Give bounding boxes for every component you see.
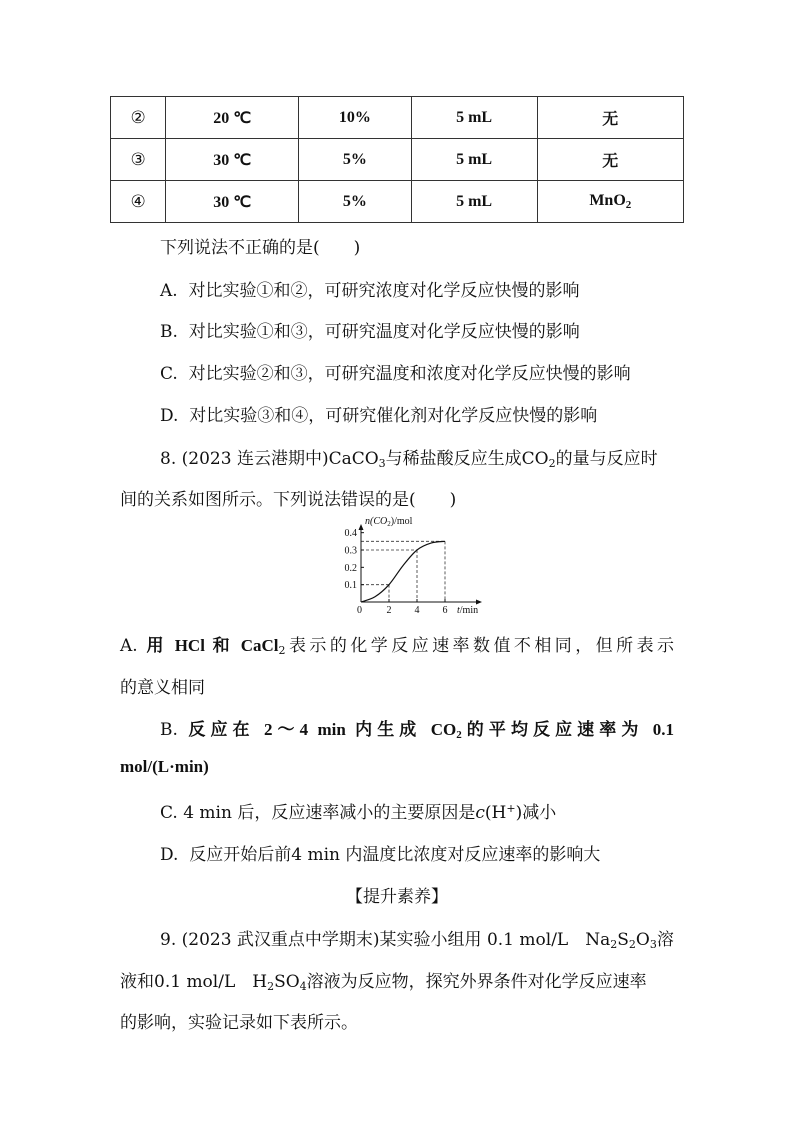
q8-option-c-paren: (H: [484, 803, 507, 823]
q8-stem-line1: [160, 444, 658, 470]
q8-option-a-line2: 的意义相同: [120, 678, 205, 698]
chart-y-label: $n(CO_2)$/mol: [365, 516, 413, 528]
q7-option-c-text: 对比实验②和③，可研究温度和浓度对化学反应快慢的影响: [188, 364, 631, 384]
q8-option-a-sub: 2: [278, 644, 286, 657]
q9-line1: [160, 925, 674, 951]
table-cell-text: ③: [130, 149, 146, 169]
q9-line1-s: S: [617, 930, 629, 950]
q7-option-b-text: 对比实验①和③，可研究温度对化学反应快慢的影响: [188, 322, 580, 342]
q8-option-a-part2: 表示的化学反应速率数值不相同，但所表示: [285, 636, 675, 656]
q7-option-b: [160, 317, 580, 342]
q8-option-b-part1: 反应在 2～4 min 内生成 CO: [188, 720, 457, 739]
table-cell-text: ②: [130, 107, 146, 127]
q8-co2-sub: 2: [548, 457, 556, 470]
q7-option-c: [160, 359, 631, 384]
y-tick-label: 0.2: [344, 562, 357, 574]
q8-option-c-part2: )减小: [515, 803, 557, 823]
chart-guides: [361, 541, 445, 602]
q8-option-a-part1: 用 HCl 和 CaCl: [146, 636, 279, 655]
q8-option-b-letter: B.: [160, 720, 178, 740]
table-cell-text: 5%: [342, 150, 367, 168]
q8-option-b-line1: [160, 715, 674, 741]
q7-option-d-letter: D.: [160, 406, 179, 426]
q8-number: 8.: [160, 449, 177, 469]
table-row: [111, 97, 684, 139]
q9-line1-o: O: [635, 930, 650, 950]
q7-option-a-letter: A.: [160, 281, 178, 301]
q7-stem: 下列说法不正确的是( ): [160, 238, 361, 258]
q9-line2-so: SO: [274, 972, 300, 992]
table-cell: [166, 139, 299, 181]
table-cell: [537, 181, 683, 223]
table-cell: [111, 181, 166, 223]
q7-option-c-letter: C.: [160, 364, 178, 384]
q9-sub2: 2: [628, 938, 636, 951]
table-row: [111, 181, 684, 223]
q8-stem-end: 的量与反应时: [555, 449, 658, 469]
q9-sub1: 2: [610, 938, 618, 951]
q8-option-d-letter: D.: [160, 845, 179, 865]
table-cell: [411, 97, 537, 139]
q8-option-d-text: 反应开始后前4 min 内温度比浓度对反应速率的影响大: [189, 845, 601, 865]
chart-x-label: t/min: [457, 605, 479, 616]
table-cell-text: 5 mL: [456, 150, 493, 168]
table-cell: [411, 181, 537, 223]
x-tick-label: 6: [442, 605, 448, 616]
table-cell-text: 20 ℃: [213, 109, 252, 127]
table-cell-text: 30 ℃: [213, 193, 252, 211]
y-tick-label: 0.1: [344, 580, 357, 592]
q8-stem-mid: 与稀盐酸反应生成CO: [385, 449, 549, 469]
table-row: [111, 139, 684, 181]
q7-option-b-letter: B.: [160, 322, 178, 342]
q7-option-a-text: 对比实验①和②，可研究浓度对化学反应快慢的影响: [188, 281, 580, 301]
q8-source: (2023 连云港期中): [181, 449, 329, 469]
table-cell: [299, 139, 411, 181]
q8-option-c: [160, 798, 556, 823]
q9-line3: 的影响，实验记录如下表所示。: [120, 1013, 358, 1033]
q9-sub3: 3: [649, 938, 657, 951]
q8-caco3: CaCO: [328, 449, 379, 469]
q8-option-b-sub: 2: [456, 729, 462, 741]
table-cell-text: 无: [602, 111, 619, 128]
co2-curve: [361, 541, 445, 602]
table-cell: [111, 139, 166, 181]
q9-line2-part1: 液和0.1 mol/L H: [120, 972, 268, 992]
table-cell: [166, 97, 299, 139]
table-cell: [537, 139, 683, 181]
mno2-subscript: 2: [625, 199, 632, 211]
experiment-table: [110, 96, 684, 223]
table-cell-text: 5 mL: [456, 192, 493, 210]
table-cell-text: MnO: [589, 192, 626, 209]
y-tick-label: 0.3: [344, 545, 357, 557]
y-tick-label: 0.4: [344, 528, 357, 540]
q8-stem-line2: 间的关系如图所示。下列说法错误的是( ): [120, 490, 457, 510]
q8-option-c-c: c: [475, 803, 485, 823]
table-cell: [166, 181, 299, 223]
q8-option-b-line2: mol/(L·min): [120, 757, 209, 776]
x-axis-arrow-icon: [476, 600, 482, 605]
table-cell: [537, 97, 683, 139]
q7-option-d: [160, 401, 597, 426]
section-title: 【提升素养】: [346, 887, 448, 907]
table-cell-text: 30 ℃: [213, 151, 252, 169]
table-cell-text: 5 mL: [456, 108, 493, 126]
q7-option-a: [160, 276, 580, 301]
table-cell-text: ④: [130, 191, 146, 211]
q9-line1-part1: 9. (2023 武汉重点中学期末)某实验小组用 0.1 mol/L Na: [160, 930, 611, 950]
x-tick-label: 4: [414, 605, 420, 616]
table-cell-text: 10%: [338, 108, 371, 126]
chart-origin-label: 0: [357, 605, 362, 616]
q8-option-d: [160, 840, 600, 865]
q8-option-c-part1: C. 4 min 后，反应速率减小的主要原因是: [160, 803, 476, 823]
co2-time-chart: [338, 514, 488, 616]
table-cell: [299, 97, 411, 139]
table-cell-text: 5%: [342, 192, 367, 210]
q8-caco3-sub: 3: [378, 457, 386, 470]
q9-line2-part2: 溶液为反应物，探究外界条件对化学反应速率: [306, 972, 647, 992]
q9-line2-sub1: 2: [267, 980, 275, 993]
x-tick-label: 2: [386, 605, 392, 616]
y-axis-arrow-icon: [359, 524, 364, 530]
table-cell: [111, 97, 166, 139]
q8-option-a-line1: [120, 631, 674, 657]
table-cell-text: 无: [602, 153, 619, 170]
table-cell: [411, 139, 537, 181]
q8-option-c-sup: +: [506, 802, 516, 815]
q8-option-b-part2: 的平均反应速率为 0.1: [461, 720, 675, 739]
q9-line1-end: 溶: [656, 930, 674, 950]
table-cell: [299, 181, 411, 223]
q9-line2: [120, 967, 647, 993]
q9-line2-sub2: 4: [299, 980, 307, 993]
q7-option-d-text: 对比实验③和④，可研究催化剂对化学反应快慢的影响: [189, 406, 598, 426]
q8-option-a-letter: A.: [120, 636, 138, 656]
